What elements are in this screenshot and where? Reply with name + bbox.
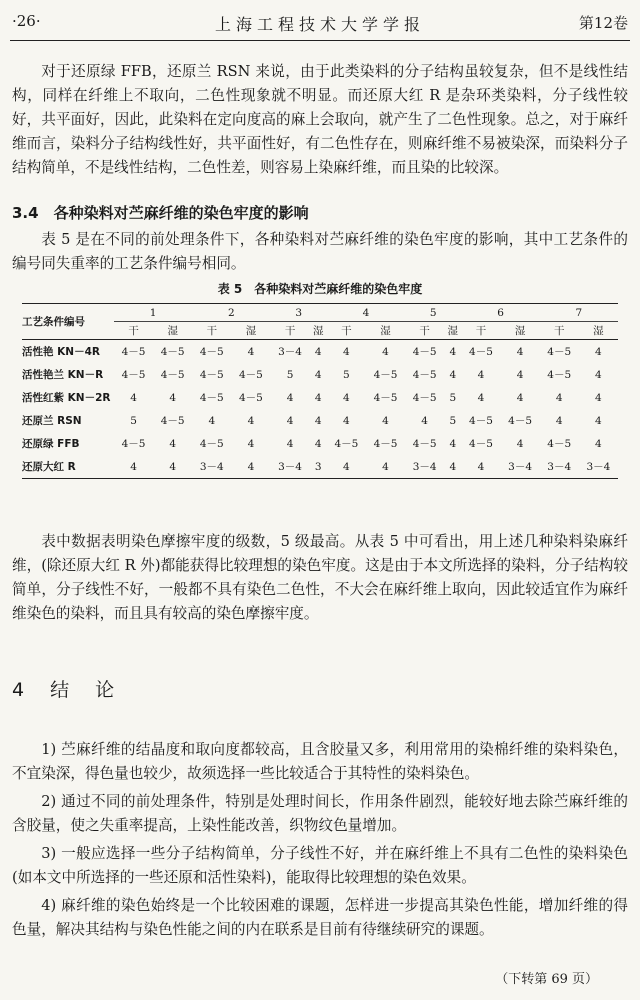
condition-number: 7 [540,304,618,322]
dry-header: 干 [192,322,231,340]
table-caption: 表 5 各种染料对苎麻纤维的染色牢度 [217,282,423,296]
fastness-value: 5 [286,368,294,381]
fastness-value: 3－4 [271,455,310,479]
fastness-value: 5 [130,414,137,427]
fastness-value: 4 [595,345,602,358]
fastness-value: 4 [314,368,322,381]
fastness-value: 4 [314,391,322,404]
fastness-value: 4 [314,414,322,427]
fastness-value: 5 [449,414,457,427]
fastness-value: 4 [555,414,563,427]
fastness-value: 3－4 [540,455,579,479]
fastness-value: 4－5 [373,369,398,381]
dye-name: 活性艳兰 KN－R [22,369,104,381]
fastness-value: 4 [153,455,192,479]
fastness-value: 4－5 [121,346,146,358]
fastness-value: 4 [286,391,294,404]
fastness-value: 3－4 [501,455,540,479]
fastness-value: 4－5 [199,392,224,404]
fastness-value: 4－5 [160,369,185,381]
fastness-value: 4 [595,368,602,381]
table-row [22,432,618,455]
fastness-value: 4 [382,345,389,358]
dye-name: 还原绿 FFB [22,438,80,450]
conclusion-item-2: 2) 通过不同的前处理条件，特别是处理时间长，作用条件剧烈，能较好地去除苎麻纤维的含胶量，使之失重率提高，上染性能改善，织物纹色量增加。 [12,793,628,834]
fastness-value: 4－5 [239,369,263,381]
fastness-value: 4－5 [412,369,437,381]
continued-note: （下转第 69 页） [495,972,598,987]
page-header [0,0,640,44]
page-number: ·26· [12,12,41,30]
fastness-value: 4 [449,345,457,358]
fastness-value: 4 [421,414,428,427]
fastness-value: 4 [208,414,216,427]
dye-name: 活性艳 KN－4R [22,346,100,358]
dry-header: 干 [405,322,444,340]
condition-header-row [22,304,618,322]
fastness-value: 4 [382,414,389,427]
fastness-value: 4 [449,437,457,450]
dye-name: 还原兰 RSN [22,415,82,427]
conclusion-item-1: 1) 苎麻纤维的结晶度和取向度都较高，且含胶量又多，利用常用的染棉纤维的染料染色，不宜染深，得色量也较少，故须选择一些比较适合于其特性的染料染色。 [12,741,628,782]
fastness-value: 4 [314,437,322,450]
fastness-value: 4 [444,455,461,479]
fastness-value: 3－4 [278,346,302,358]
fastness-value: 4 [286,414,294,427]
fastness-value: 4 [286,437,294,450]
fastness-value: 4－5 [199,346,224,358]
fastness-value: 4 [477,368,485,381]
dry-header: 干 [327,322,366,340]
fastness-value: 4 [314,345,322,358]
fastness-value: 4－5 [547,346,572,358]
section-heading-conclusion: 4 结 论 [12,679,115,701]
fastness-value: 4 [477,391,485,404]
paragraph-table-discussion: 表中数据表明染色摩擦牢度的级数，5 级最高。从表 5 中可看出，用上述几种染料染麻纤维，(除还原大红 R 外)都能获得比较理想的染色牢度。这是由于本文所选择的染料，分子结构较简单，分子线性不好，一般都不具有染色二色性，不大会在麻纤维上取向，因此较适宜作为麻纤维染色的染料，而且具有较高的染色摩擦牢度。 [12,533,628,622]
dye-name: 还原大红 R [22,455,114,479]
paragraph-dichroism: 对于还原绿 FFB，还原兰 RSN 来说，由于此类染料的分子结构虽较复杂，但不是线性结构，同样在纤维上不取向，二色性现象就不明显。而还原大红 R 是杂环类染料，分子线性较好，共平面好，因此，此染料在定向度高的麻上会取向，就产生了二色性现象。总之，对于麻纤维而言，染料分子结构线性好，共平面性好，有二色性存在，则麻纤维不易被染深，而染料分子结构简单，不是线性结构，二色性差，则容易上染麻纤维，而且染的比较深。 [12,63,628,176]
fastness-value: 4 [169,391,177,404]
fastness-value: 4－5 [508,415,533,427]
fastness-value: 4－5 [373,392,398,404]
fastness-value: 4 [449,368,457,381]
conclusion-item-4: 4) 麻纤维的染色始终是一个比较困难的课题，怎样进一步提高其染色性能，增加纤维的得色量，解决其结构与染色性能之间的内在联系是目前有待继续研究的课题。 [12,897,628,938]
fastness-value: 4－5 [199,438,224,450]
fastness-value: 4 [461,455,500,479]
fastness-value: 4－5 [121,369,146,381]
condition-number: 6 [461,304,539,322]
conclusion-item-3: 3) 一般应选择一些分子结构简单，分子线性不好，并在麻纤维上不具有二色性的染料染色(如本文中所选择的一些还原和活性染料)，能取得比较理想的染色效果。 [12,845,628,886]
fastness-value: 4－5 [412,438,437,450]
wet-header: 湿 [366,322,405,340]
journal-title: 上海工程技术大学学报 [214,15,425,34]
fastness-value: 4－5 [199,369,224,381]
fastness-value: 4 [555,391,563,404]
condition-number: 2 [192,304,270,322]
table-row [22,363,618,386]
fastness-value: 4 [516,368,524,381]
fastness-value: 4－5 [334,438,359,450]
fastness-value: 5 [343,368,350,381]
fastness-value: 4 [516,391,524,404]
table-row [22,409,618,432]
wet-header: 湿 [153,322,192,340]
fastness-value: 3－4 [579,455,618,479]
paragraph-table-intro: 表 5 是在不同的前处理条件下，各种染料对苎麻纤维的染色牢度的影响，其中工艺条件的编号同失重率的工艺条件编号相同。 [12,231,628,272]
wet-header: 湿 [501,322,540,340]
dry-header: 干 [114,322,153,340]
wet-header: 湿 [444,322,461,340]
fastness-value: 4－5 [469,346,493,358]
table-row [22,386,618,409]
table-body [22,340,618,479]
fastness-value: 4－5 [412,392,437,404]
fastness-value: 5 [449,391,457,404]
dry-header: 干 [540,322,579,340]
fastness-table [22,303,618,479]
condition-number: 1 [114,304,192,322]
fastness-value: 4 [247,437,255,450]
fastness-value: 4 [366,455,405,479]
fastness-value: 4－5 [547,438,572,450]
fastness-value: 4 [516,345,524,358]
fastness-value: 4 [595,414,602,427]
fastness-value: 4 [516,437,524,450]
fastness-value: 4－5 [160,415,185,427]
condition-number: 3 [271,304,327,322]
dry-header: 干 [461,322,500,340]
fastness-value: 4－5 [121,438,146,450]
fastness-value: 4 [595,391,602,404]
fastness-value: 4 [247,414,255,427]
fastness-value: 3－4 [405,455,444,479]
fastness-value: 4 [114,455,153,479]
dry-header: 干 [271,322,310,340]
fastness-value: 4－5 [373,438,398,450]
wet-header: 湿 [231,322,270,340]
section-heading-3-4: 3.4 各种染料对苎麻纤维的染色牢度的影响 [12,204,309,222]
fastness-value: 4 [343,345,350,358]
fastness-value: 4 [343,391,350,404]
fastness-value: 4 [327,455,366,479]
wet-header: 湿 [579,322,618,340]
fastness-value: 4 [595,437,602,450]
fastness-value: 4 [247,345,255,358]
fastness-value: 4 [231,455,270,479]
fastness-value: 4 [343,414,350,427]
header-rule [10,40,630,41]
fastness-value: 3－4 [192,455,231,479]
wet-header: 湿 [310,322,327,340]
table-row [22,340,618,364]
condition-number: 5 [405,304,461,322]
fastness-value: 4－5 [547,369,572,381]
fastness-value: 4 [169,437,177,450]
fastness-value: 4－5 [412,346,437,358]
volume-label: 第12卷 [578,14,628,32]
fastness-value: 4－5 [239,392,263,404]
fastness-value: 4－5 [469,415,493,427]
fastness-value: 4－5 [469,438,493,450]
fastness-value: 4－5 [160,346,185,358]
table-row [22,455,618,479]
condition-number: 4 [327,304,405,322]
fastness-value: 4 [130,391,137,404]
fastness-value: 3 [310,455,327,479]
condition-header: 工艺条件编号 [22,304,114,340]
dye-name: 活性红紫 KN－2R [22,392,111,404]
